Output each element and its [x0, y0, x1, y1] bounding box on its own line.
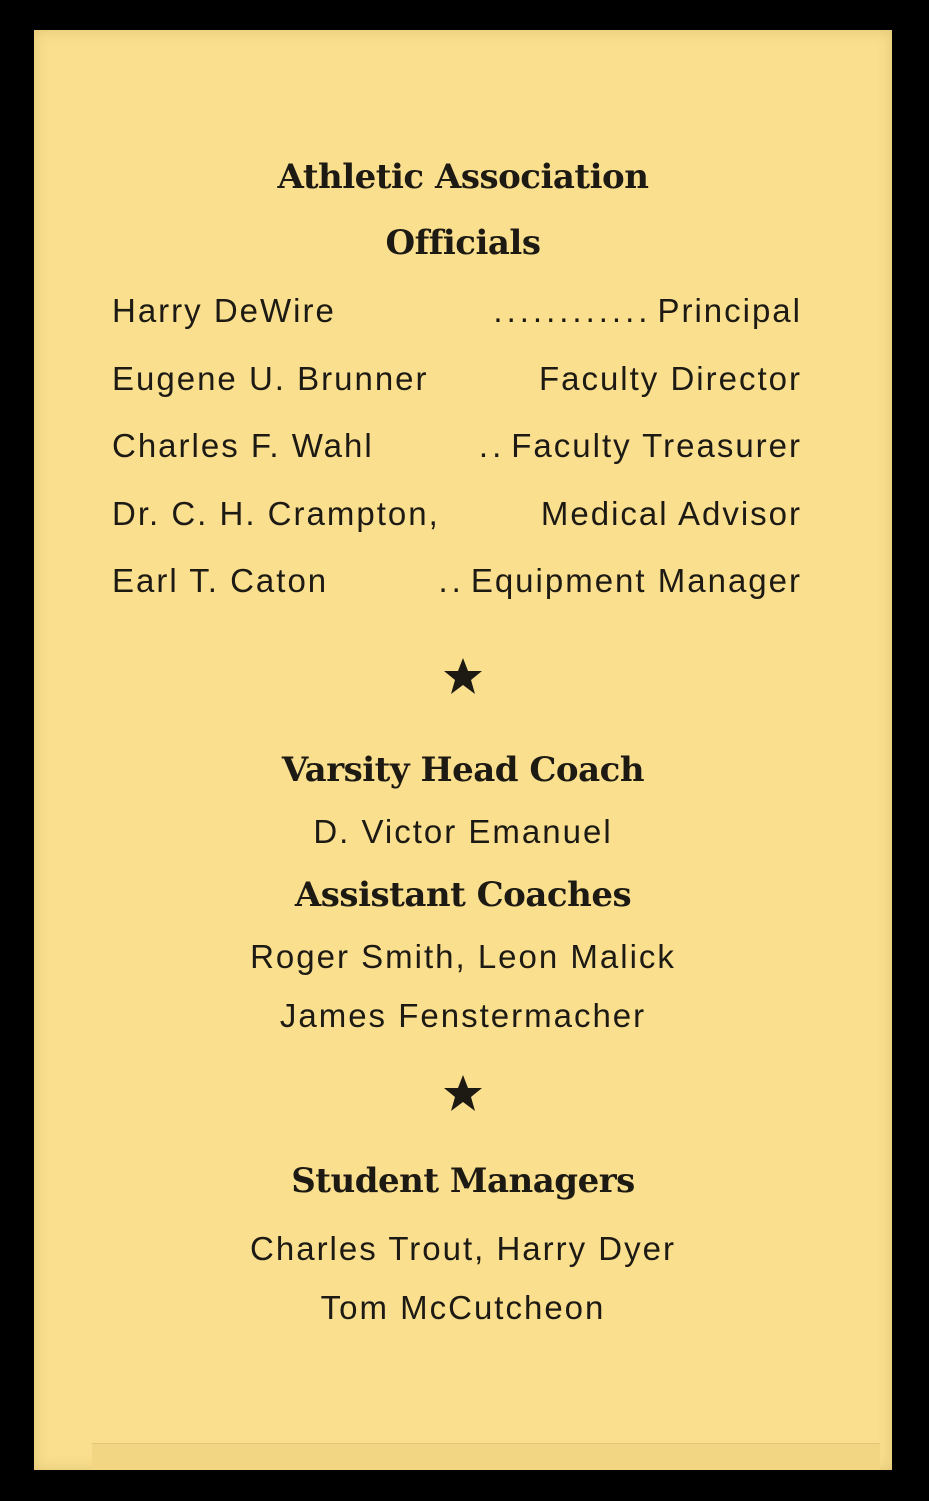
official-title: Principal	[657, 292, 802, 329]
assistant-coaches-heading: Assistant Coaches	[294, 875, 632, 915]
student-managers-line1: Charles Trout, Harry Dyer	[250, 1230, 676, 1267]
assistant-coaches-line2: James Fenstermacher	[279, 997, 647, 1034]
official-row	[112, 427, 802, 465]
star-icon	[443, 1073, 483, 1113]
head-coach-name: D. Victor Emanuel	[313, 813, 613, 850]
official-name: Eugene U. Brunner	[112, 360, 429, 397]
dot-leader: ............	[493, 292, 652, 329]
program-card	[34, 30, 892, 1470]
official-name: Charles F. Wahl	[112, 427, 374, 464]
official-name: Earl T. Caton	[112, 562, 329, 599]
official-row	[112, 495, 802, 533]
official-name: Dr. C. H. Crampton,	[112, 495, 440, 532]
official-title: Faculty Director	[538, 360, 802, 397]
officials-heading-line2: Officials	[385, 223, 541, 263]
head-coach-heading: Varsity Head Coach	[281, 750, 645, 790]
student-managers-line2: Tom McCutcheon	[320, 1289, 606, 1326]
officials-heading-line1: Athletic Association	[277, 157, 649, 197]
official-row	[112, 292, 802, 330]
dot-leader: ..	[478, 427, 506, 464]
assistant-coaches-line1: Roger Smith, Leon Malick	[250, 938, 676, 975]
student-managers-heading: Student Managers	[291, 1161, 635, 1201]
official-title: Faculty Treasurer	[511, 427, 802, 464]
official-row	[112, 562, 802, 600]
official-title: Equipment Manager	[470, 562, 802, 599]
star-icon	[443, 656, 483, 696]
official-name: Harry DeWire	[112, 292, 336, 329]
official-row	[112, 360, 802, 398]
dot-leader: ..	[438, 562, 465, 599]
official-title: Medical Advisor	[540, 495, 802, 532]
folded-page-edge	[92, 1443, 880, 1470]
